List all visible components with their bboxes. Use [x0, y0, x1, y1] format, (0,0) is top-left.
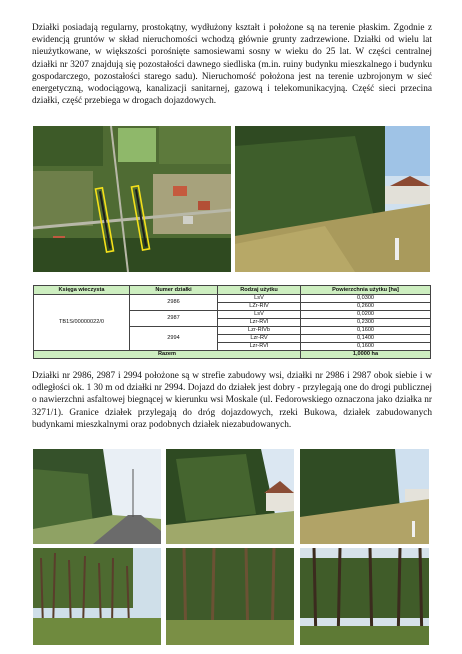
land-use-area: 0,1600 — [301, 343, 431, 351]
pine-forest-photo-3 — [300, 548, 429, 645]
land-register-number: TB1S/00000022/0 — [34, 295, 130, 351]
land-use-area: 0,0200 — [301, 311, 431, 319]
total-value: 1,0000 ha — [301, 351, 431, 359]
land-use-type: LsV — [218, 311, 301, 319]
pine-forest-photo-1 — [33, 548, 161, 645]
col-header-use: Rodzaj użytku — [218, 286, 301, 295]
description-paragraph-1: Działki posiadają regularny, prostokątny, wydłużony kształt i położone są na terenie płaskim. Zgodnie z ewidencją gruntów w skład nieruchomości wchodzą głównie grunty zadrzewione. Działki od wielu lat nieużytkowane, w większości porośnięte samosiewami sosny w wieku do 25 lat. W części centralnej działki nr 3207 znajdują się pozostałości dawnego siedliska (m.in. ruiny budynku mieszkalnego i budynku gospodarczego, pozostałości starego sadu). Nieruchomość położona jest na terenie uzbrojonym w sieć energetyczną, wodociągową, kanalizacji sanitarnej, gazową i telekomunikacyjną. Część sieci przecina działki, część przebiega w drogach dojazdowych. — [32, 23, 432, 107]
land-use-type: Lzr-RVI — [218, 343, 301, 351]
land-use-area: 0,1600 — [301, 327, 431, 335]
col-header-area: Powierzchnia użytku [ha] — [301, 286, 431, 295]
description-paragraph-2: Działki nr 2986, 2987 i 2994 położone są w strefie zabudowy wsi, działki nr 2986 i 2987 obok siebie i w odległości ok. 1 30 m od działki nr 2994. Dojazd do działek jest dobry - przylegają one do drogi publicznej o nawierzchni asfaltowej biegnącej w kierunku wsi Moskale (ul. Fedorowskiego oznaczona jako działka nr 3271/1). Granice działek przylegają do dróg dojazdowych, rzeki Bukowa, działek zabudowanych budynkami mieszkalnymi oraz podobnych działek niezabudowanych. — [32, 371, 432, 430]
parcel-number: 2994 — [130, 327, 218, 351]
land-use-area: 0,2300 — [301, 319, 431, 327]
total-label: Razem — [34, 351, 301, 359]
land-use-type: Lzr-RIVb — [218, 327, 301, 335]
parcel-number: 2986 — [130, 295, 218, 311]
land-use-type: Lzr-RV — [218, 335, 301, 343]
land-use-type: LZr-RIV — [218, 303, 301, 311]
col-header-number: Numer działki — [130, 286, 218, 295]
col-header-book: Księga wieczysta — [34, 286, 130, 295]
land-use-area: 0,1400 — [301, 335, 431, 343]
land-use-type: LsV — [218, 295, 301, 303]
parcel-number: 2987 — [130, 311, 218, 327]
aerial-photo — [33, 126, 231, 272]
land-use-area: 0,2600 — [301, 303, 431, 311]
land-use-type: Lzr-RVI — [218, 319, 301, 327]
parcel-table — [33, 285, 431, 359]
trees-house-photo — [166, 449, 294, 544]
land-use-area: 0,0300 — [301, 295, 431, 303]
pine-forest-photo-2 — [166, 548, 294, 645]
road-photo — [33, 449, 161, 544]
forest-edge-photo — [235, 126, 430, 272]
forest-meadow-photo — [300, 449, 429, 544]
